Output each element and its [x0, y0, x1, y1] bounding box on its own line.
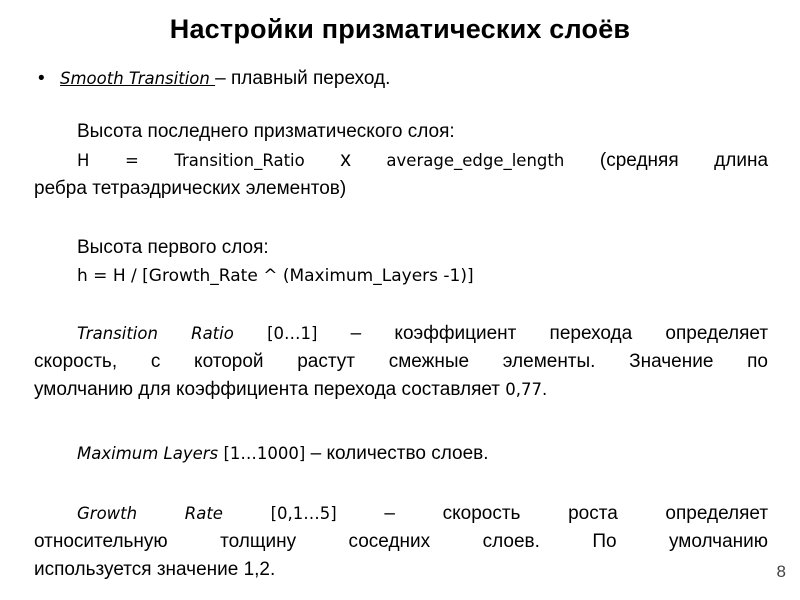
term-maximum-layers: Maximum Layers	[77, 444, 219, 463]
height-first-block	[34, 234, 768, 290]
formula-note-part2: ребра тетраэдрических элементов)	[34, 178, 347, 199]
growth-rate-line1	[34, 500, 768, 528]
transition-ratio-block	[34, 320, 768, 404]
transition-ratio-line2: скорость, с которой растут смежные элементы. Значение по	[34, 351, 768, 372]
height-first-label: Высота первого слоя:	[77, 237, 269, 258]
bullet-description: – плавный переход.	[215, 68, 391, 89]
maximum-layers-range: [1…1000]	[223, 444, 306, 463]
term-transition-ratio: Transition Ratio	[77, 324, 234, 343]
maximum-layers-block	[34, 440, 768, 468]
bullet-smooth-transition	[38, 68, 390, 90]
transition-ratio-desc3: умолчанию для коэффициента перехода составляет	[34, 379, 501, 400]
transition-ratio-desc1: – коэффициент перехода определяет	[350, 323, 769, 344]
slide-title: Настройки призматических слоёв	[169, 14, 631, 44]
formula-h-prefix: H = Transition_Ratio	[77, 151, 305, 170]
growth-rate-range: [0,1…5]	[270, 504, 337, 523]
term-smooth-transition: Smooth Transition	[60, 69, 216, 88]
maximum-layers-desc: – количество слоев.	[310, 443, 489, 464]
maximum-layers-line	[34, 440, 768, 468]
growth-rate-block	[34, 500, 768, 584]
transition-ratio-range: [0…1]	[267, 324, 318, 343]
formula-note-part1: (средняя длина	[599, 150, 769, 171]
page-number: 8	[776, 562, 786, 581]
term-rate: Rate	[184, 504, 223, 523]
bullet-dot-icon: •	[38, 68, 45, 89]
growth-rate-desc1: – скорость роста определяет	[384, 503, 769, 524]
formula-multiply: x	[340, 148, 351, 171]
term-growth: Growth	[77, 504, 138, 523]
growth-rate-line2: относительную толщину соседних слоев. По умолчанию	[34, 531, 768, 552]
height-first-formula: h = H / [Growth_Rate ^ (Maximum_Layers -1)]	[77, 266, 474, 286]
height-last-label: Высота последнего призматического слоя:	[77, 121, 455, 142]
transition-ratio-line1	[34, 320, 768, 348]
growth-rate-line3: используется значение 1,2.	[34, 559, 276, 580]
transition-ratio-line3	[34, 376, 768, 404]
height-last-formula-line	[34, 146, 768, 175]
transition-ratio-default: 0,77.	[505, 380, 548, 399]
formula-average-edge-length: average_edge_length	[386, 151, 565, 170]
height-last-block	[34, 118, 768, 203]
